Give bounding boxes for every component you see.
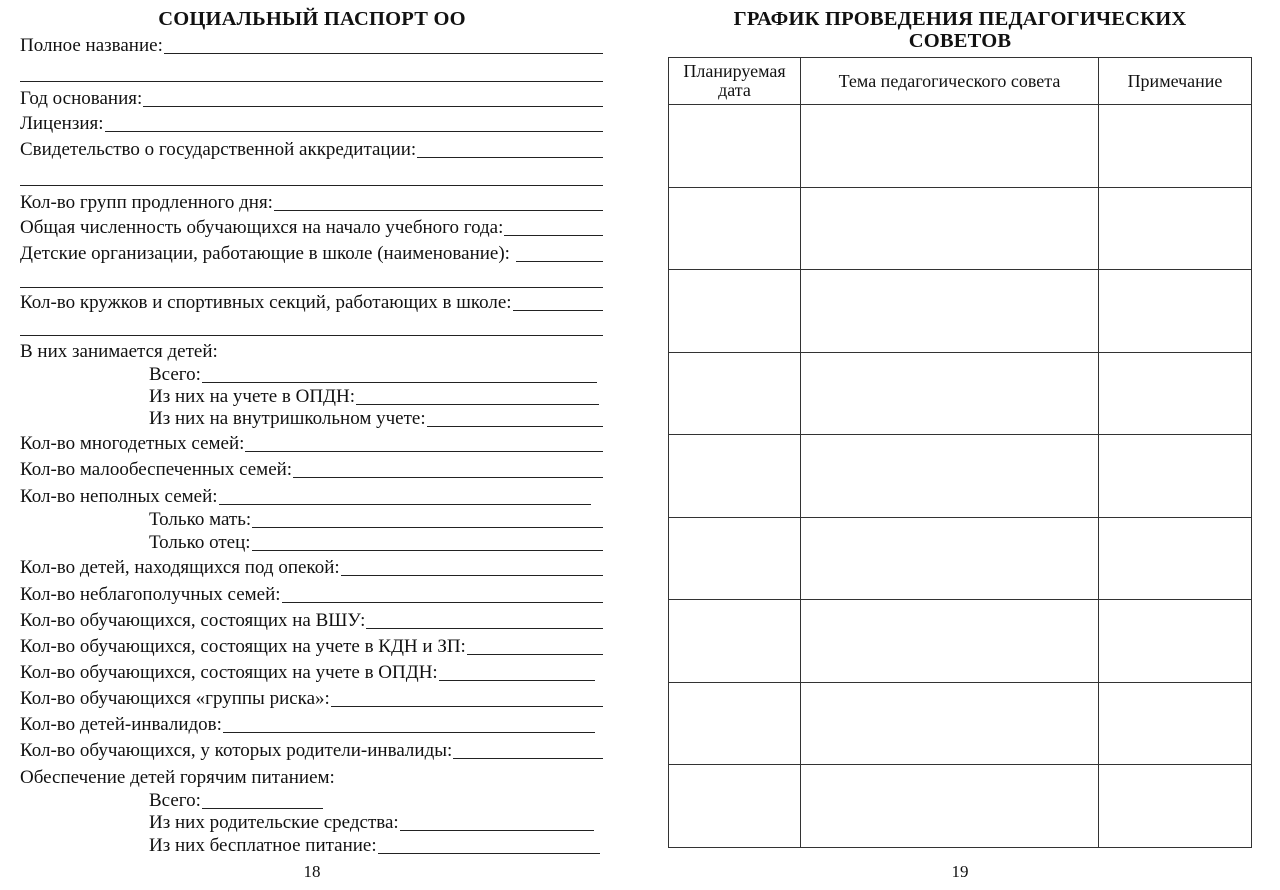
blank-line [20,335,603,336]
field-vshu-students: Кол-во обучающихся, состоящих на ВШУ: [20,611,603,635]
cell-planned-date[interactable] [669,270,801,353]
cell-note[interactable] [1099,765,1252,848]
cell-topic[interactable] [801,352,1099,435]
cell-topic[interactable] [801,105,1099,188]
right-page-council-schedule [640,0,1280,890]
blank-line [202,791,323,809]
field-full-name: Полное название: [20,36,603,60]
cell-planned-date[interactable] [669,105,801,188]
cell-topic[interactable] [801,765,1099,848]
cell-topic[interactable] [801,270,1099,353]
table-row [669,765,1252,848]
field-father-only: Только отец: [149,533,603,557]
column-header-note: Примечание [1099,58,1252,105]
blank-line [245,434,603,452]
blank-line [252,510,603,528]
field-license: Лицензия: [20,114,603,138]
cell-note[interactable] [1099,270,1252,353]
field-enrolled-odn: Из них на учете в ОПДН: [149,387,599,411]
blank-line [223,715,595,733]
column-header-planned-date: Планируемая дата [669,58,801,105]
cell-planned-date[interactable] [669,187,801,270]
blank-line [417,140,603,158]
page-title: СОЦИАЛЬНЫЙ ПАСПОРТ ОО [158,8,466,30]
field-low-income-families: Кол-во малообеспеченных семей: [20,460,603,484]
cell-topic[interactable] [801,517,1099,600]
cell-topic[interactable] [801,435,1099,518]
cell-note[interactable] [1099,352,1252,435]
field-meals-parental-funds: Из них родительские средства: [149,813,594,837]
blank-line [219,487,591,505]
field-opdn-students: Кол-во обучающихся, состоящих на учете в ОПДН: [20,663,595,687]
blank-line [516,244,603,262]
field-total-students: Общая численность обучающихся на начало учебного года: [20,218,603,242]
blank-line [282,585,603,603]
field-risk-group: Кол-во обучающихся «группы риска»: [20,689,603,713]
column-header-topic: Тема педагогического совета [801,58,1099,105]
table-row [669,352,1252,435]
page-number: 19 [951,862,969,881]
field-single-parent-families: Кол-во неполных семей: [20,487,591,511]
table-row [669,270,1252,353]
blank-line [453,741,603,759]
field-extended-day-groups: Кол-во групп продленного дня: [20,193,603,217]
field-dysfunctional-families: Кол-во неблагополучных семей: [20,585,603,609]
blank-line [143,89,603,107]
blank-line [164,36,603,54]
table-row [669,105,1252,188]
field-mother-only: Только мать: [149,510,603,534]
blank-line [366,611,603,629]
cell-note[interactable] [1099,435,1252,518]
cell-topic[interactable] [801,682,1099,765]
blank-line [331,689,603,707]
cell-topic[interactable] [801,600,1099,683]
field-children-enrolled: В них занимается детей: [20,341,218,362]
cell-note[interactable] [1099,600,1252,683]
cell-topic[interactable] [801,187,1099,270]
field-children-orgs: Детские организации, работающие в школе (наименование): [20,244,603,268]
blank-line [20,287,603,288]
field-accreditation: Свидетельство о государственной аккредитации: [20,140,603,164]
page-number: 18 [303,862,321,881]
field-meals-total: Всего: [149,791,603,815]
cell-planned-date[interactable] [669,517,801,600]
field-disabled-children: Кол-во детей-инвалидов: [20,715,595,739]
cell-planned-date[interactable] [669,435,801,518]
field-founding-year: Год основания: [20,89,603,113]
cell-note[interactable] [1099,682,1252,765]
cell-note[interactable] [1099,517,1252,600]
blank-line [427,409,603,427]
blank-line [356,387,599,405]
cell-planned-date[interactable] [669,600,801,683]
blank-line [504,218,603,236]
cell-planned-date[interactable] [669,765,801,848]
blank-line [439,663,595,681]
page-title-line: ГРАФИК ПРОВЕДЕНИЯ ПЕДАГОГИЧЕСКИХ [733,8,1187,30]
field-meals-free: Из них бесплатное питание: [149,836,600,860]
council-schedule-table [668,57,1252,848]
blank-line [252,533,603,551]
cell-planned-date[interactable] [669,352,801,435]
table-row [669,187,1252,270]
blank-line [467,637,603,655]
field-under-guardianship: Кол-во детей, находящихся под опекой: [20,558,603,582]
table-row [669,435,1252,518]
field-disabled-parents: Кол-во обучающихся, у которых родители-инвалиды: [20,741,603,765]
cell-note[interactable] [1099,105,1252,188]
blank-line [274,193,603,211]
cell-note[interactable] [1099,187,1252,270]
cell-planned-date[interactable] [669,682,801,765]
field-enrolled-total: Всего: [149,365,597,389]
blank-line [400,813,594,831]
blank-line [20,81,603,82]
page-title-line: СОВЕТОВ [908,30,1012,52]
blank-line [105,114,603,132]
blank-line [293,460,603,478]
field-hot-meals: Обеспечение детей горячим питанием: [20,767,335,788]
field-enrolled-internal: Из них на внутришкольном учете: [149,409,603,433]
blank-line [202,365,597,383]
table-row [669,682,1252,765]
blank-line [513,293,603,311]
field-kdn-students: Кол-во обучающихся, состоящих на учете в КДН и ЗП: [20,637,603,661]
blank-line [20,185,603,186]
field-clubs-sections: Кол-во кружков и спортивных секций, работающих в школе: [20,293,603,317]
blank-line [341,558,603,576]
blank-line [378,836,600,854]
field-large-families: Кол-во многодетных семей: [20,434,603,458]
table-header-row [669,58,1252,105]
table-row [669,517,1252,600]
table-row [669,600,1252,683]
page-title [668,8,1252,52]
